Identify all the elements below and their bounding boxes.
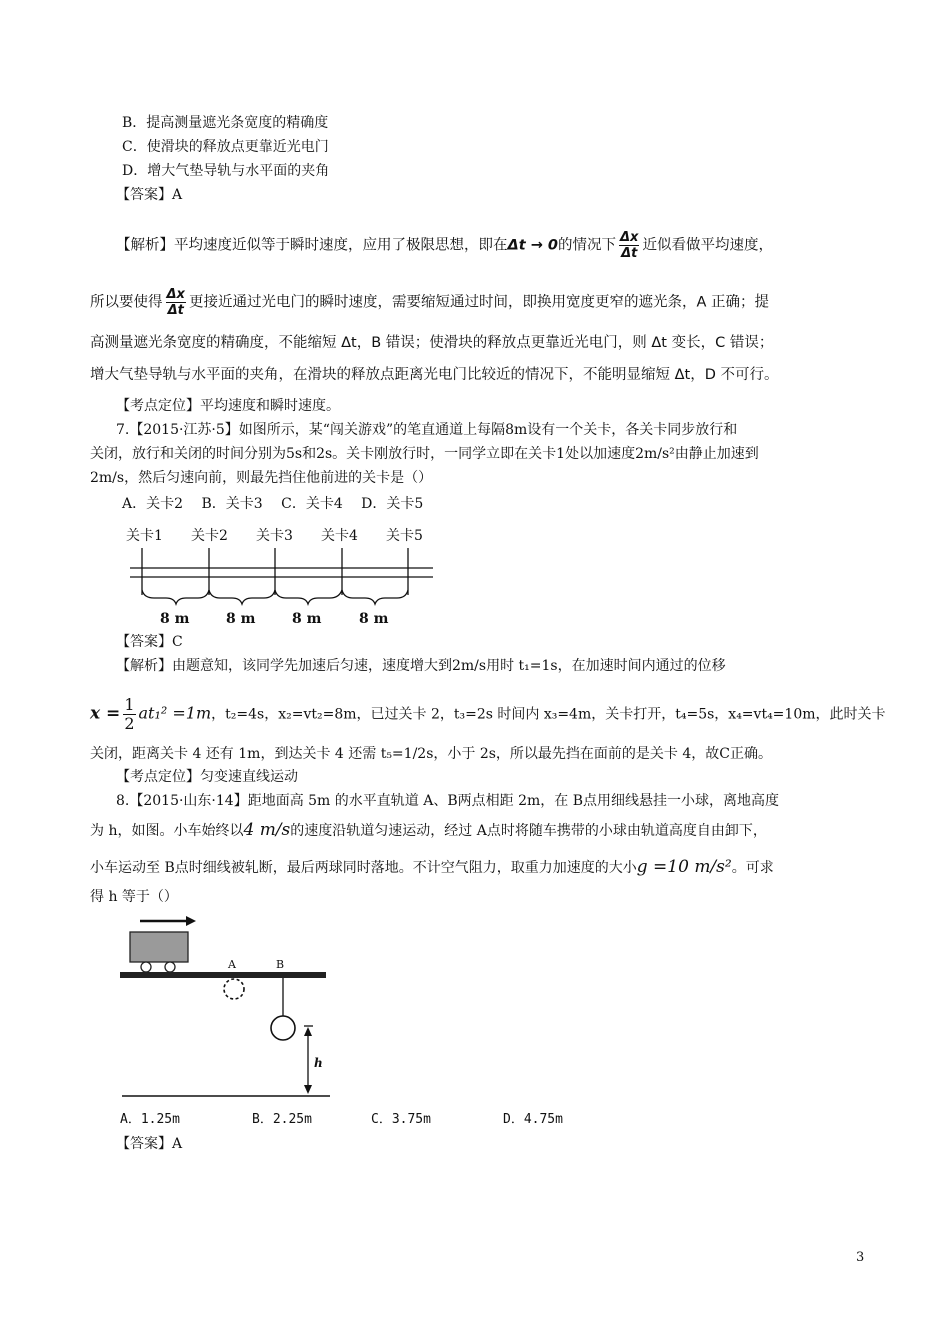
fraction-dx-dt: $\frac{\Delta x}{\Delta t}$ [620, 230, 639, 261]
q8-stem-1: 8.【2015·山东·14】距地面高 5m 的水平直轨道 A、B两点相距 2m，在 B点用细线悬挂一小球，离地高度 [116, 793, 780, 809]
analysis-text: ，t₂=4s，x₂=vt₂=8m，已过关卡 2，t₃=2s 时间内 x₃=4m，关卡打开，t₄=5s，x₄=vt₄=10m，此时关卡 [211, 706, 886, 723]
q6-answer: 【答案】A [116, 187, 183, 203]
track [120, 972, 326, 978]
fraction-dx-dt: $\frac{\Delta x}{\Delta t}$ [166, 287, 185, 318]
q6-analysis-line4: 增大气垫导轨与水平面的夹角，在滑块的释放点距离光电门比较近的情况下，不能明显缩短 Δt，D 不可行。 [90, 367, 779, 383]
q8-option-a: A．1.25m [120, 1112, 180, 1127]
gate-label: 关卡1 [126, 528, 163, 544]
span-brace [342, 590, 408, 604]
span-label: 8 m [160, 611, 190, 627]
q7-stem-3: 2m/s，然后匀速向前，则最先挡住他前进的关卡是（） [90, 470, 433, 486]
height-label: h [314, 1056, 323, 1070]
gate-label: 关卡5 [386, 528, 423, 544]
hanging-ball [271, 1016, 295, 1040]
arrow-head [186, 916, 196, 926]
q7-analysis-2 [90, 696, 886, 733]
gate-label: 关卡2 [191, 528, 228, 544]
q6-option-c: C．使滑块的释放点更靠近光电门 [122, 139, 329, 155]
cart-wheel [165, 962, 175, 972]
span-label: 8 m [226, 611, 256, 627]
span-brace [275, 590, 342, 604]
span-label: 8 m [292, 611, 322, 627]
q6-option-d: D．增大气垫导轨与水平面的夹角 [122, 163, 330, 179]
q6-analysis-line3: 高测量遮光条宽度的精确度，不能缩短 Δt，B 错误；使滑块的释放点更靠近光电门，则 Δt 变长，C 错误； [90, 335, 774, 351]
q6-analysis-line1 [116, 230, 773, 261]
q8-answer: 【答案】A [116, 1136, 183, 1152]
formula-rhs: at₁² =1m [138, 703, 212, 723]
q7-gate-figure [118, 520, 448, 632]
q7-analysis-1: 【解析】由题意知，该同学先加速后匀速，速度增大到2m/s用时 t₁=1s，在加速时间内通过的位移 [116, 658, 726, 674]
gate-label: 关卡3 [256, 528, 293, 544]
span-brace [209, 590, 275, 604]
q7-analysis-3: 关闭，距离关卡 4 还有 1m，到达关卡 4 还需 t₅=1/2s，小于 2s，所以最先挡在面前的是关卡 4，故C正确。 [90, 746, 772, 762]
q7-location: 【考点定位】匀变速直线运动 [116, 769, 298, 785]
formula-fraction: $\frac{1}{2}$ [124, 695, 135, 733]
limit-expression: Δt → 0 [507, 237, 558, 254]
cart-wheel [141, 962, 151, 972]
q6-location: 【考点定位】平均速度和瞬时速度。 [116, 398, 340, 414]
formula-lhs: x = [90, 703, 121, 724]
stem-text: 的速度沿轨道匀速运动，经过 A点时将随车携带的小球由轨道高度自由卸下， [290, 823, 767, 839]
analysis-text: 更接近通过光电门的瞬时速度，需要缩短通过时间，即换用宽度更窄的遮光条，A 正确；提 [188, 294, 769, 311]
analysis-text: 的情况下 [558, 237, 616, 254]
point-a-label: A [228, 958, 236, 971]
released-ball [224, 979, 244, 999]
stem-text: 为 h，如图。小车始终以 [90, 823, 244, 839]
q6-option-b: B．提高测量遮光条宽度的精确度 [122, 115, 329, 131]
point-b-label: B [276, 958, 285, 971]
q8-option-d: D．4.75m [503, 1112, 563, 1127]
q7-options: A．关卡2 B．关卡3 C．关卡4 D．关卡5 [122, 496, 424, 512]
q8-stem-4: 得 h 等于（） [90, 889, 178, 905]
span-brace [142, 590, 209, 604]
q8-stem-3 [90, 857, 774, 878]
height-arrow-up [304, 1027, 312, 1036]
stem-text: 小车运动至 B点时细线被轧断，最后两球同时落地。不计空气阻力，取重力加速度的大小 [90, 860, 637, 876]
analysis-text: 所以要使得 [90, 294, 163, 311]
q6-analysis-line2 [90, 287, 769, 318]
span-label: 8 m [359, 611, 389, 627]
analysis-text: 【解析】平均速度近似等于瞬时速度，应用了极限思想，即在 [116, 237, 508, 254]
q7-stem-2: 关闭，放行和关闭的时间分别为5s和2s。关卡刚放行时，一同学立即在关卡1处以加速度2m/s²由静止加速到 [90, 446, 759, 462]
speed-value: 4 m/s [243, 820, 291, 840]
gravity-value: g =10 m/s² [636, 857, 732, 877]
height-arrow-down [304, 1085, 312, 1094]
q8-stem-2 [90, 820, 767, 841]
q7-answer: 【答案】C [116, 634, 183, 650]
cart-body [130, 932, 188, 962]
q8-option-b: B．2.25m [252, 1112, 312, 1127]
q8-option-c: C．3.75m [371, 1112, 431, 1127]
gate-label: 关卡4 [321, 528, 358, 544]
page-number: 3 [856, 1250, 865, 1265]
stem-text: 。可求 [731, 860, 774, 876]
q7-stem-1: 7.【2015·江苏·5】如图所示，某“闯关游戏”的笔直通道上每隔8m设有一个关卡，各关卡同步放行和 [116, 422, 738, 438]
q8-cart-figure [118, 912, 338, 1102]
analysis-text: 近似看做平均速度， [642, 237, 773, 254]
